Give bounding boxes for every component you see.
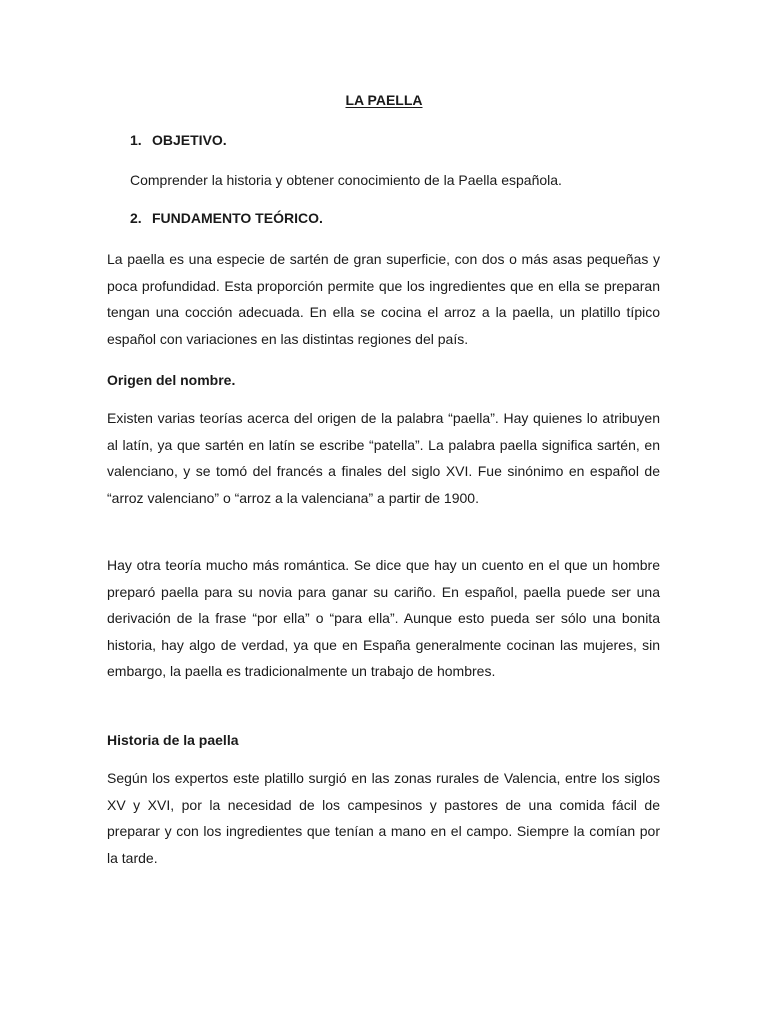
- section-number: 2.: [130, 210, 142, 226]
- objective-text: Comprender la historia y obtener conocimiento de la Paella española.: [130, 172, 562, 188]
- section-heading-fundamento: [130, 210, 323, 226]
- document-title: LA PAELLA: [345, 92, 423, 108]
- subheading-origen: Origen del nombre.: [107, 372, 236, 388]
- subheading-historia: Historia de la paella: [107, 732, 239, 748]
- paragraph-fundamento: La paella es una especie de sartén de gran superficie, con dos o más asas pequeñas y poca profundidad. Esta proporción permite que los ingredientes que en ella se preparan tengan una cocción adecuada. En ella se cocina el arroz a la paella, un platillo típico español con variaciones en las distintas regiones del país.: [107, 251, 660, 347]
- section-heading-text: FUNDAMENTO TEÓRICO.: [152, 210, 323, 226]
- section-number: 1.: [130, 132, 142, 148]
- paragraph-origen-1: Existen varias teorías acerca del origen de la palabra “paella”. Hay quienes lo atribuyen al latín, ya que sartén en latín se escribe “patella”. La palabra paella significa sartén, en valenciano, y se tomó del francés a finales del siglo XVI. Fue sinónimo en español de “arroz valenciano” o “arroz a la valenciana” a partir de 1900.: [107, 410, 660, 506]
- section-heading-objetivo: [130, 132, 227, 148]
- section-heading-text: OBJETIVO.: [152, 132, 227, 148]
- paragraph-historia: Según los expertos este platillo surgió en las zonas rurales de Valencia, entre los siglos XV y XVI, por la necesidad de los campesinos y pastores de una comida fácil de preparar y con los ingredientes que tenían a mano en el campo. Siempre la comían por la tarde.: [107, 770, 660, 866]
- paragraph-origen-2: Hay otra teoría mucho más romántica. Se dice que hay un cuento en el que un hombre preparó paella para su novia para ganar su cariño. En español, paella puede ser una derivación de la frase “por ella” o “para ella”. Aunque esto pueda ser sólo una bonita historia, hay algo de verdad, ya que en España generalmente cocinan las mujeres, sin embargo, la paella es tradicionalmente un trabajo de hombres.: [107, 557, 660, 680]
